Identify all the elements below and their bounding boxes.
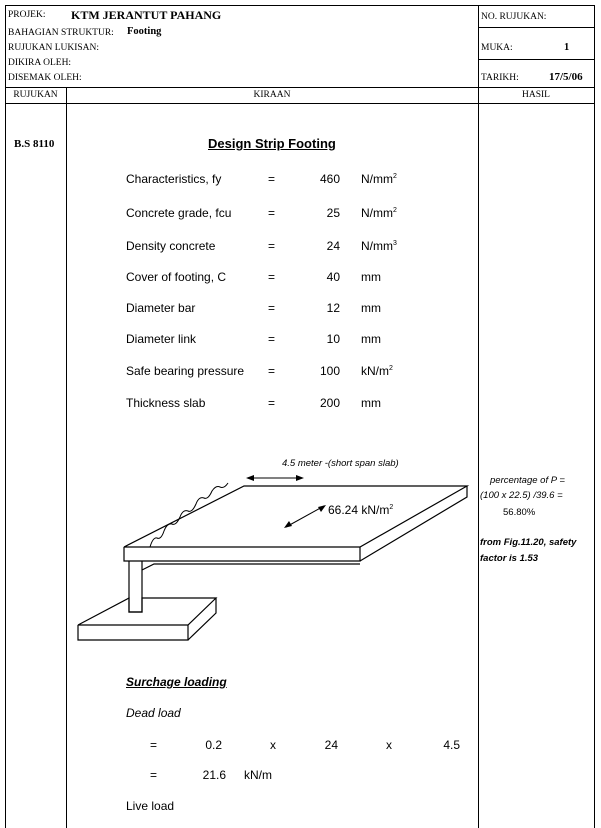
result-value: 21.6 (202, 768, 226, 782)
parameter-label: Diameter link (126, 332, 197, 346)
column-stem (129, 561, 142, 612)
hasil-mid-divider (478, 59, 595, 60)
parameter-value: 10 (326, 332, 340, 346)
base-front-edge (78, 625, 188, 640)
calc-times-2: x (386, 738, 392, 752)
calc-thickness: 0.2 (205, 738, 222, 752)
span-arrowhead-right (296, 475, 304, 481)
parameter-unit: $N/mm^2$ (361, 172, 397, 186)
header-divider (5, 87, 595, 88)
no-rujukan-label: NO. RUJUKAN: (481, 12, 547, 22)
parameter-equals: = (268, 239, 276, 253)
calc-density: 24 (324, 738, 338, 752)
span-label: 4.5 meter -(short span slab) (282, 458, 399, 469)
parameter-value: 25 (326, 206, 340, 220)
parameter-equals: = (268, 396, 276, 410)
parameter-equals: = (268, 332, 276, 346)
parameter-unit: mm (361, 301, 381, 315)
load-label (328, 503, 393, 517)
parameter-equals: = (268, 364, 276, 378)
parameter-unit: mm (361, 332, 381, 346)
surcharge-heading: Surchage loading (126, 675, 227, 689)
load-arrow-line (286, 506, 324, 527)
load-unit-exponent: 2 (389, 504, 394, 511)
parameter-label: Density concrete (126, 239, 216, 253)
footing-diagram (70, 450, 476, 650)
percentage-line-2: (100 x 22.5) /39.6 = (480, 490, 563, 501)
parameter-label: Cover of footing, C (126, 270, 227, 284)
parameter-equals: = (268, 206, 276, 220)
parameter-value: 24 (326, 239, 340, 253)
parameter-unit-exponent: 2 (393, 207, 397, 214)
parameter-value: 100 (319, 364, 340, 378)
page-title: Design Strip Footing (208, 136, 336, 151)
load-arrowhead-upper (318, 505, 326, 512)
load-value: 66.24 (328, 503, 359, 517)
parameter-unit: $kN/m^2$ (361, 364, 393, 378)
bahagian-value: Footing (127, 26, 162, 37)
parameter-unit-exponent: 2 (393, 173, 397, 180)
bahagian-label: BAHAGIAN STRUKTUR: (8, 28, 114, 38)
live-load-label: Live load (126, 799, 175, 813)
parameter-equals: = (268, 172, 276, 186)
rujukan-column-heading: RUJUKAN (13, 90, 58, 100)
percentage-value: 56.80% (503, 507, 536, 518)
muka-label: MUKA: (481, 43, 513, 53)
parameter-label: Concrete grade, fcu (126, 206, 232, 220)
base-top-face (78, 598, 216, 625)
projek-label: PROJEK: (8, 10, 46, 20)
slab-side-edge (360, 486, 467, 561)
calc-times-1: x (270, 738, 276, 752)
dikira-label: DIKIRA OLEH: (8, 58, 72, 68)
result-unit: kN/m (244, 768, 272, 782)
hasil-column-heading: HASIL (522, 90, 550, 100)
load-arrowhead-lower (284, 521, 292, 528)
columns-divider (5, 103, 595, 104)
percentage-line-1: percentage of P = (490, 475, 565, 486)
parameter-unit: mm (361, 270, 381, 284)
base-side-edge (188, 598, 216, 640)
parameter-unit-exponent: 2 (389, 365, 393, 372)
calc-span: 4.5 (443, 738, 460, 752)
wavy-break-line (150, 483, 228, 547)
fig-note-line-1: from Fig.11.20, safety (480, 537, 577, 548)
result-equals: = (150, 768, 158, 782)
tarikh-label: TARIKH: (481, 73, 519, 83)
header-top-border (5, 5, 595, 6)
hasil-top-divider (478, 27, 595, 28)
parameter-unit: $N/mm^2$ (361, 206, 397, 220)
slab-top-face (124, 486, 467, 547)
parameter-value: 12 (326, 301, 340, 315)
kiraan-column-heading: KIRAAN (253, 90, 291, 100)
parameter-value: 40 (326, 270, 340, 284)
parameter-label: Characteristics, fy (126, 172, 222, 186)
parameter-value: 460 (319, 172, 340, 186)
parameter-equals: = (268, 301, 276, 315)
load-unit: kN/m (361, 503, 390, 517)
disemak-label: DISEMAK OLEH: (8, 73, 82, 83)
fig-note-line-2: factor is 1.53 (480, 553, 539, 564)
rujukan-column-border (66, 87, 67, 828)
parameter-unit: $N/mm^3$ (361, 239, 397, 253)
parameter-label: Thickness slab (126, 396, 206, 410)
span-arrowhead-left (246, 475, 254, 481)
parameter-label: Diameter bar (126, 301, 196, 315)
reference-code: B.S 8110 (14, 138, 55, 150)
right-border (594, 5, 595, 828)
left-border (5, 5, 6, 828)
parameter-unit: mm (361, 396, 381, 410)
hasil-column-border (478, 5, 479, 828)
muka-value: 1 (564, 42, 570, 53)
tarikh-value: 17/5/06 (549, 71, 583, 83)
column-back-edge (142, 564, 360, 570)
parameter-unit-exponent: 3 (393, 240, 397, 247)
calc-equals: = (150, 738, 158, 752)
dead-load-label: Dead load (126, 706, 181, 720)
parameter-equals: = (268, 270, 276, 284)
slab-front-edge (124, 547, 360, 561)
rujukan-lukisan-label: RUJUKAN LUKISAN: (8, 43, 100, 53)
parameter-value: 200 (319, 396, 340, 410)
parameter-label: Safe bearing pressure (126, 364, 245, 378)
projek-value: KTM JERANTUT PAHANG (71, 8, 222, 22)
